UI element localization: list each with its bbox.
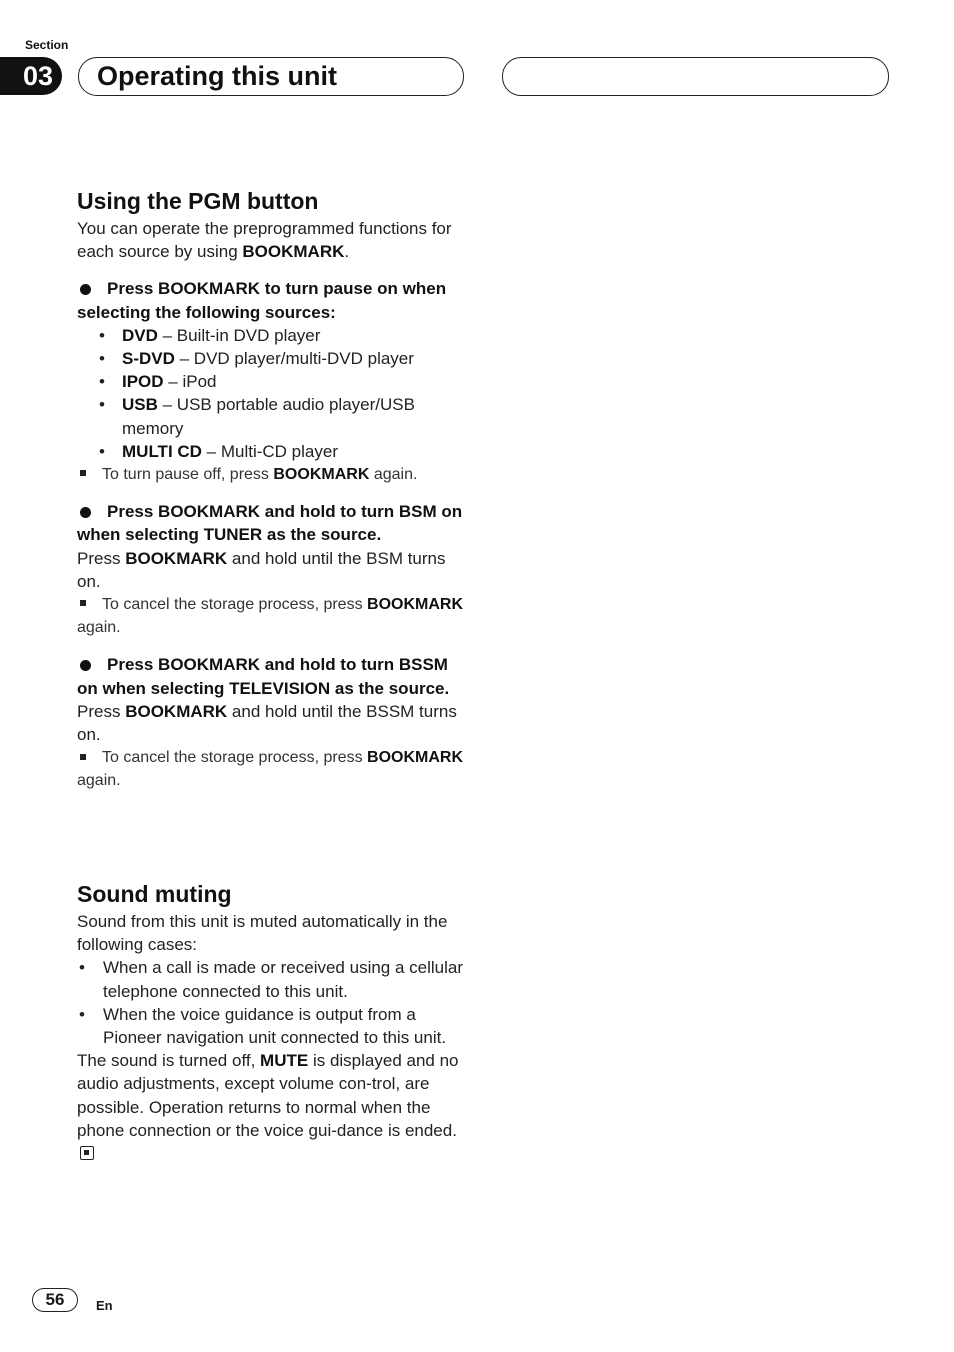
step-bullet-icon [80,660,91,671]
step-bsm-body: Press BOOKMARK and hold until the BSM turns on. [77,548,446,591]
language-label: En [96,1298,113,1313]
list-item: • S-DVD – DVD player/multi-DVD player [77,347,467,370]
right-header-frame [502,57,889,96]
note-square-icon [80,470,86,476]
step-bssm: Press BOOKMARK and hold to turn BSSM on when selecting TELEVISION as the source. [77,655,450,698]
note-square-icon [80,600,86,606]
muting-body: The sound is turned off, MUTE is displayed and no audio adjustments, except volume con-trol, are possible. Operation returns to normal when the phone connection or the voice gui-dance is ended. [77,1049,467,1165]
list-item: • When the voice guidance is output from a Pioneer navigation unit connected to this unit. [77,1003,467,1049]
list-item: • When a call is made or received using a cellular telephone connected to this unit. [77,956,467,1002]
note-square-icon [80,754,86,760]
list-item: • IPOD – iPod [77,370,467,393]
page-title: Operating this unit [97,61,337,91]
muting-heading: Sound muting [77,881,232,907]
section-number-badge: 03 [0,57,62,95]
list-item: • DVD – Built-in DVD player [77,324,467,347]
list-item: • USB – USB portable audio player/USB memory [77,393,467,439]
step-bssm-body: Press BOOKMARK and hold until the BSSM turns on. [77,701,457,745]
note-cancel-bsm: To cancel the storage process, press BOOKMARK again. [77,596,464,637]
step-bullet-icon [80,507,91,518]
muting-case-list [77,956,467,1049]
source-list [77,324,467,463]
note-pause-off: To turn pause off, press BOOKMARK again. [77,463,467,486]
list-item: • MULTI CD – Multi-CD player [77,440,467,463]
step-pause: Press BOOKMARK to turn pause on when selecting the following sources: [77,279,447,322]
muting-section [77,880,467,1165]
pgm-section [77,187,467,793]
end-of-section-icon [80,1146,94,1160]
page-number: 56 [32,1288,78,1312]
muting-intro: Sound from this unit is muted automatically in the following cases: [77,912,448,955]
step-bsm: Press BOOKMARK and hold to turn BSM on when selecting TUNER as the source. [77,502,463,545]
pgm-heading: Using the PGM button [77,188,319,214]
pgm-intro: You can operate the preprogrammed functions for each source by using BOOKMARK. [77,219,452,262]
section-label: Section [25,38,69,52]
step-bullet-icon [80,284,91,295]
note-cancel-bssm: To cancel the storage process, press BOOKMARK again. [77,749,464,790]
